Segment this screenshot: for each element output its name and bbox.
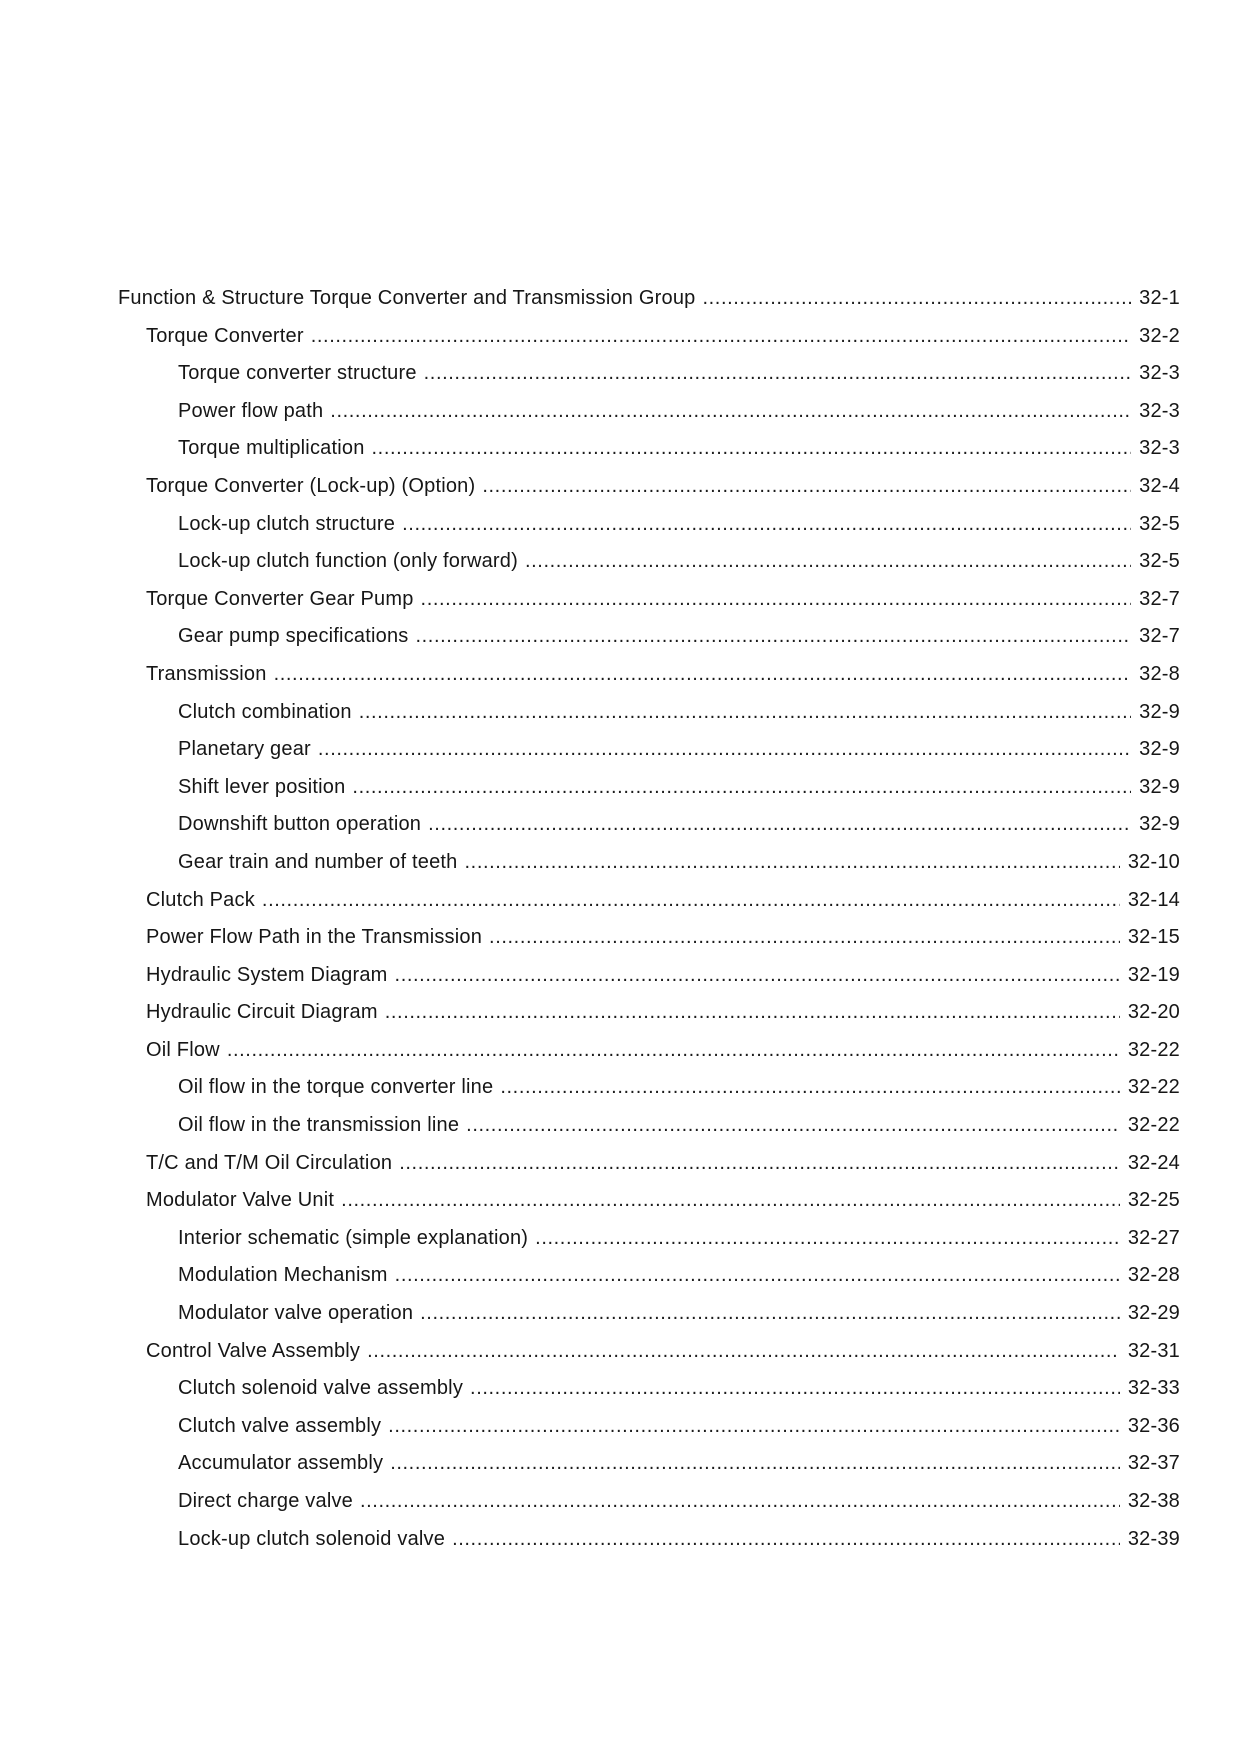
- toc-entry-page: 32-5: [1139, 550, 1180, 573]
- dot-leader: [482, 468, 1131, 506]
- toc-entry-page: 32-2: [1139, 324, 1180, 347]
- toc-row: [118, 1483, 1180, 1521]
- toc-entry-label: Oil flow in the torque converter line: [178, 1076, 494, 1099]
- toc-entry-page: 32-19: [1127, 963, 1180, 986]
- dot-leader: [452, 1521, 1120, 1559]
- toc-entry-page: 32-3: [1139, 437, 1180, 460]
- toc-entry-page: 32-1: [1139, 287, 1180, 309]
- toc-entry-label: Lock-up clutch solenoid valve: [178, 1527, 446, 1550]
- dot-leader: [465, 844, 1120, 882]
- toc-entry-page: 32-10: [1127, 850, 1180, 873]
- toc-row: [118, 393, 1180, 431]
- toc-row: [118, 318, 1180, 356]
- toc-entry-label: Gear pump specifications: [178, 625, 409, 648]
- toc-entry-page: 32-22: [1127, 1038, 1180, 1061]
- dot-leader: [227, 1032, 1120, 1070]
- toc-entry-label: Torque multiplication: [178, 437, 365, 460]
- dot-leader: [395, 957, 1120, 995]
- toc-entry-page: 32-31: [1127, 1339, 1180, 1362]
- toc-entry-label: Accumulator assembly: [178, 1452, 384, 1475]
- dot-leader: [318, 731, 1131, 769]
- toc-entry-label: Gear train and number of teeth: [178, 850, 458, 873]
- toc-entry-label: Hydraulic System Diagram: [146, 963, 388, 986]
- toc-entry-label: Clutch combination: [178, 700, 352, 723]
- dot-leader: [402, 506, 1131, 544]
- dot-leader: [415, 618, 1131, 656]
- dot-leader: [420, 1295, 1120, 1333]
- toc-entry-label: Modulation Mechanism: [178, 1264, 388, 1287]
- toc-row: [118, 1107, 1180, 1145]
- table-of-contents: [118, 280, 1180, 1558]
- dot-leader: [489, 919, 1120, 957]
- toc-entry-label: Oil Flow: [146, 1038, 220, 1061]
- toc-row: [118, 844, 1180, 882]
- toc-entry-page: 32-9: [1139, 700, 1180, 723]
- toc-entry-label: Planetary gear: [178, 738, 311, 761]
- toc-row: [118, 882, 1180, 920]
- toc-row: [118, 355, 1180, 393]
- toc-entry-page: 32-33: [1127, 1377, 1180, 1400]
- toc-row: [118, 1145, 1180, 1183]
- toc-row: [118, 1257, 1180, 1295]
- toc-entry-label: T/C and T/M Oil Circulation: [146, 1151, 393, 1174]
- toc-row: [118, 1408, 1180, 1446]
- toc-entry-page: 32-3: [1139, 362, 1180, 385]
- toc-row: [118, 543, 1180, 581]
- toc-entry-page: 32-14: [1127, 888, 1180, 911]
- toc-entry-page: 32-8: [1139, 662, 1180, 685]
- toc-row: [118, 506, 1180, 544]
- toc-entry-label: Modulator Valve Unit: [146, 1189, 335, 1212]
- toc-entry-page: 32-22: [1127, 1114, 1180, 1137]
- toc-entry-label: Shift lever position: [178, 775, 346, 798]
- toc-row: [118, 1521, 1180, 1559]
- toc-row: [118, 430, 1180, 468]
- toc-entry-label: Torque Converter Gear Pump: [146, 587, 414, 610]
- toc-entry-label: Direct charge valve: [178, 1490, 353, 1512]
- dot-leader: [352, 769, 1131, 807]
- toc-row: [118, 1445, 1180, 1483]
- toc-entry-page: 32-20: [1127, 1001, 1180, 1024]
- toc-entry-label: Torque Converter: [146, 324, 304, 347]
- dot-leader: [500, 1069, 1120, 1107]
- dot-leader: [341, 1182, 1120, 1220]
- dot-leader: [330, 393, 1131, 431]
- toc-row: [118, 994, 1180, 1032]
- dot-leader: [535, 1220, 1120, 1258]
- toc-row: [118, 468, 1180, 506]
- toc-entry-label: Transmission: [146, 662, 267, 685]
- dot-leader: [702, 280, 1131, 318]
- toc-entry-page: 32-5: [1139, 512, 1180, 535]
- dot-leader: [390, 1445, 1120, 1483]
- toc-entry-page: 32-9: [1139, 813, 1180, 836]
- toc-entry-page: 32-22: [1127, 1076, 1180, 1099]
- dot-leader: [428, 806, 1131, 844]
- toc-row: [118, 1182, 1180, 1220]
- toc-entry-label: Lock-up clutch structure: [178, 512, 396, 535]
- toc-entry-label: Modulator valve operation: [178, 1302, 414, 1325]
- dot-leader: [424, 355, 1132, 393]
- toc-entry-page: 32-7: [1139, 587, 1180, 610]
- toc-entry-label: Clutch valve assembly: [178, 1414, 382, 1437]
- dot-leader: [367, 1333, 1120, 1371]
- toc-row: [118, 731, 1180, 769]
- toc-entry-page: 32-4: [1139, 474, 1180, 497]
- toc-entry-label: Oil flow in the transmission line: [178, 1114, 460, 1137]
- toc-row: [118, 769, 1180, 807]
- toc-row: [118, 656, 1180, 694]
- toc-row: [118, 957, 1180, 995]
- toc-row: [118, 806, 1180, 844]
- toc-entry-page: 32-29: [1127, 1302, 1180, 1325]
- toc-row: [118, 694, 1180, 732]
- dot-leader: [388, 1408, 1120, 1446]
- dot-leader: [359, 694, 1131, 732]
- toc-entry-label: Control Valve Assembly: [146, 1339, 361, 1362]
- toc-entry-page: 32-38: [1127, 1490, 1180, 1512]
- toc-entry-label: Clutch solenoid valve assembly: [178, 1377, 464, 1400]
- toc-row: [118, 1220, 1180, 1258]
- dot-leader: [262, 882, 1120, 920]
- dot-leader: [395, 1257, 1120, 1295]
- dot-leader: [421, 581, 1132, 619]
- dot-leader: [311, 318, 1131, 356]
- toc-entry-page: 32-37: [1127, 1452, 1180, 1475]
- toc-entry-page: 32-24: [1127, 1151, 1180, 1174]
- toc-row: [118, 618, 1180, 656]
- toc-row: [118, 280, 1180, 318]
- dot-leader: [470, 1370, 1120, 1408]
- toc-entry-label: Power Flow Path in the Transmission: [146, 926, 483, 949]
- toc-row: [118, 1333, 1180, 1371]
- toc-entry-page: 32-28: [1127, 1264, 1180, 1287]
- toc-row: [118, 1069, 1180, 1107]
- toc-row: [118, 581, 1180, 619]
- toc-entry-label: Downshift button operation: [178, 813, 422, 836]
- toc-entry-label: Hydraulic Circuit Diagram: [146, 1001, 378, 1024]
- toc-entry-page: 32-27: [1127, 1226, 1180, 1249]
- toc-entry-label: Clutch Pack: [146, 888, 255, 911]
- toc-entry-page: 32-3: [1139, 399, 1180, 422]
- dot-leader: [399, 1145, 1120, 1183]
- toc-entry-label: Torque converter structure: [178, 362, 417, 385]
- toc-entry-page: 32-25: [1127, 1189, 1180, 1212]
- toc-entry-page: 32-39: [1127, 1527, 1180, 1550]
- toc-entry-label: Lock-up clutch function (only forward): [178, 550, 518, 573]
- dot-leader: [274, 656, 1132, 694]
- toc-entry-label: Torque Converter (Lock-up) (Option): [146, 474, 476, 497]
- dot-leader: [525, 543, 1131, 581]
- toc-entry-page: 32-15: [1127, 926, 1180, 949]
- toc-row: [118, 1370, 1180, 1408]
- dot-leader: [385, 994, 1120, 1032]
- toc-entry-label: Interior schematic (simple explanation): [178, 1226, 529, 1249]
- toc-row: [118, 1295, 1180, 1333]
- dot-leader: [466, 1107, 1120, 1145]
- toc-entry-page: 32-9: [1139, 775, 1180, 798]
- dot-leader: [360, 1483, 1120, 1521]
- toc-row: [118, 1032, 1180, 1070]
- dot-leader: [372, 430, 1132, 468]
- toc-entry-label: Function & Structure Torque Converter and Transmission Group: [118, 287, 696, 309]
- toc-entry-label: Power flow path: [178, 399, 324, 422]
- toc-row: [118, 919, 1180, 957]
- toc-entry-page: 32-9: [1139, 738, 1180, 761]
- toc-entry-page: 32-7: [1139, 625, 1180, 648]
- toc-entry-page: 32-36: [1127, 1414, 1180, 1437]
